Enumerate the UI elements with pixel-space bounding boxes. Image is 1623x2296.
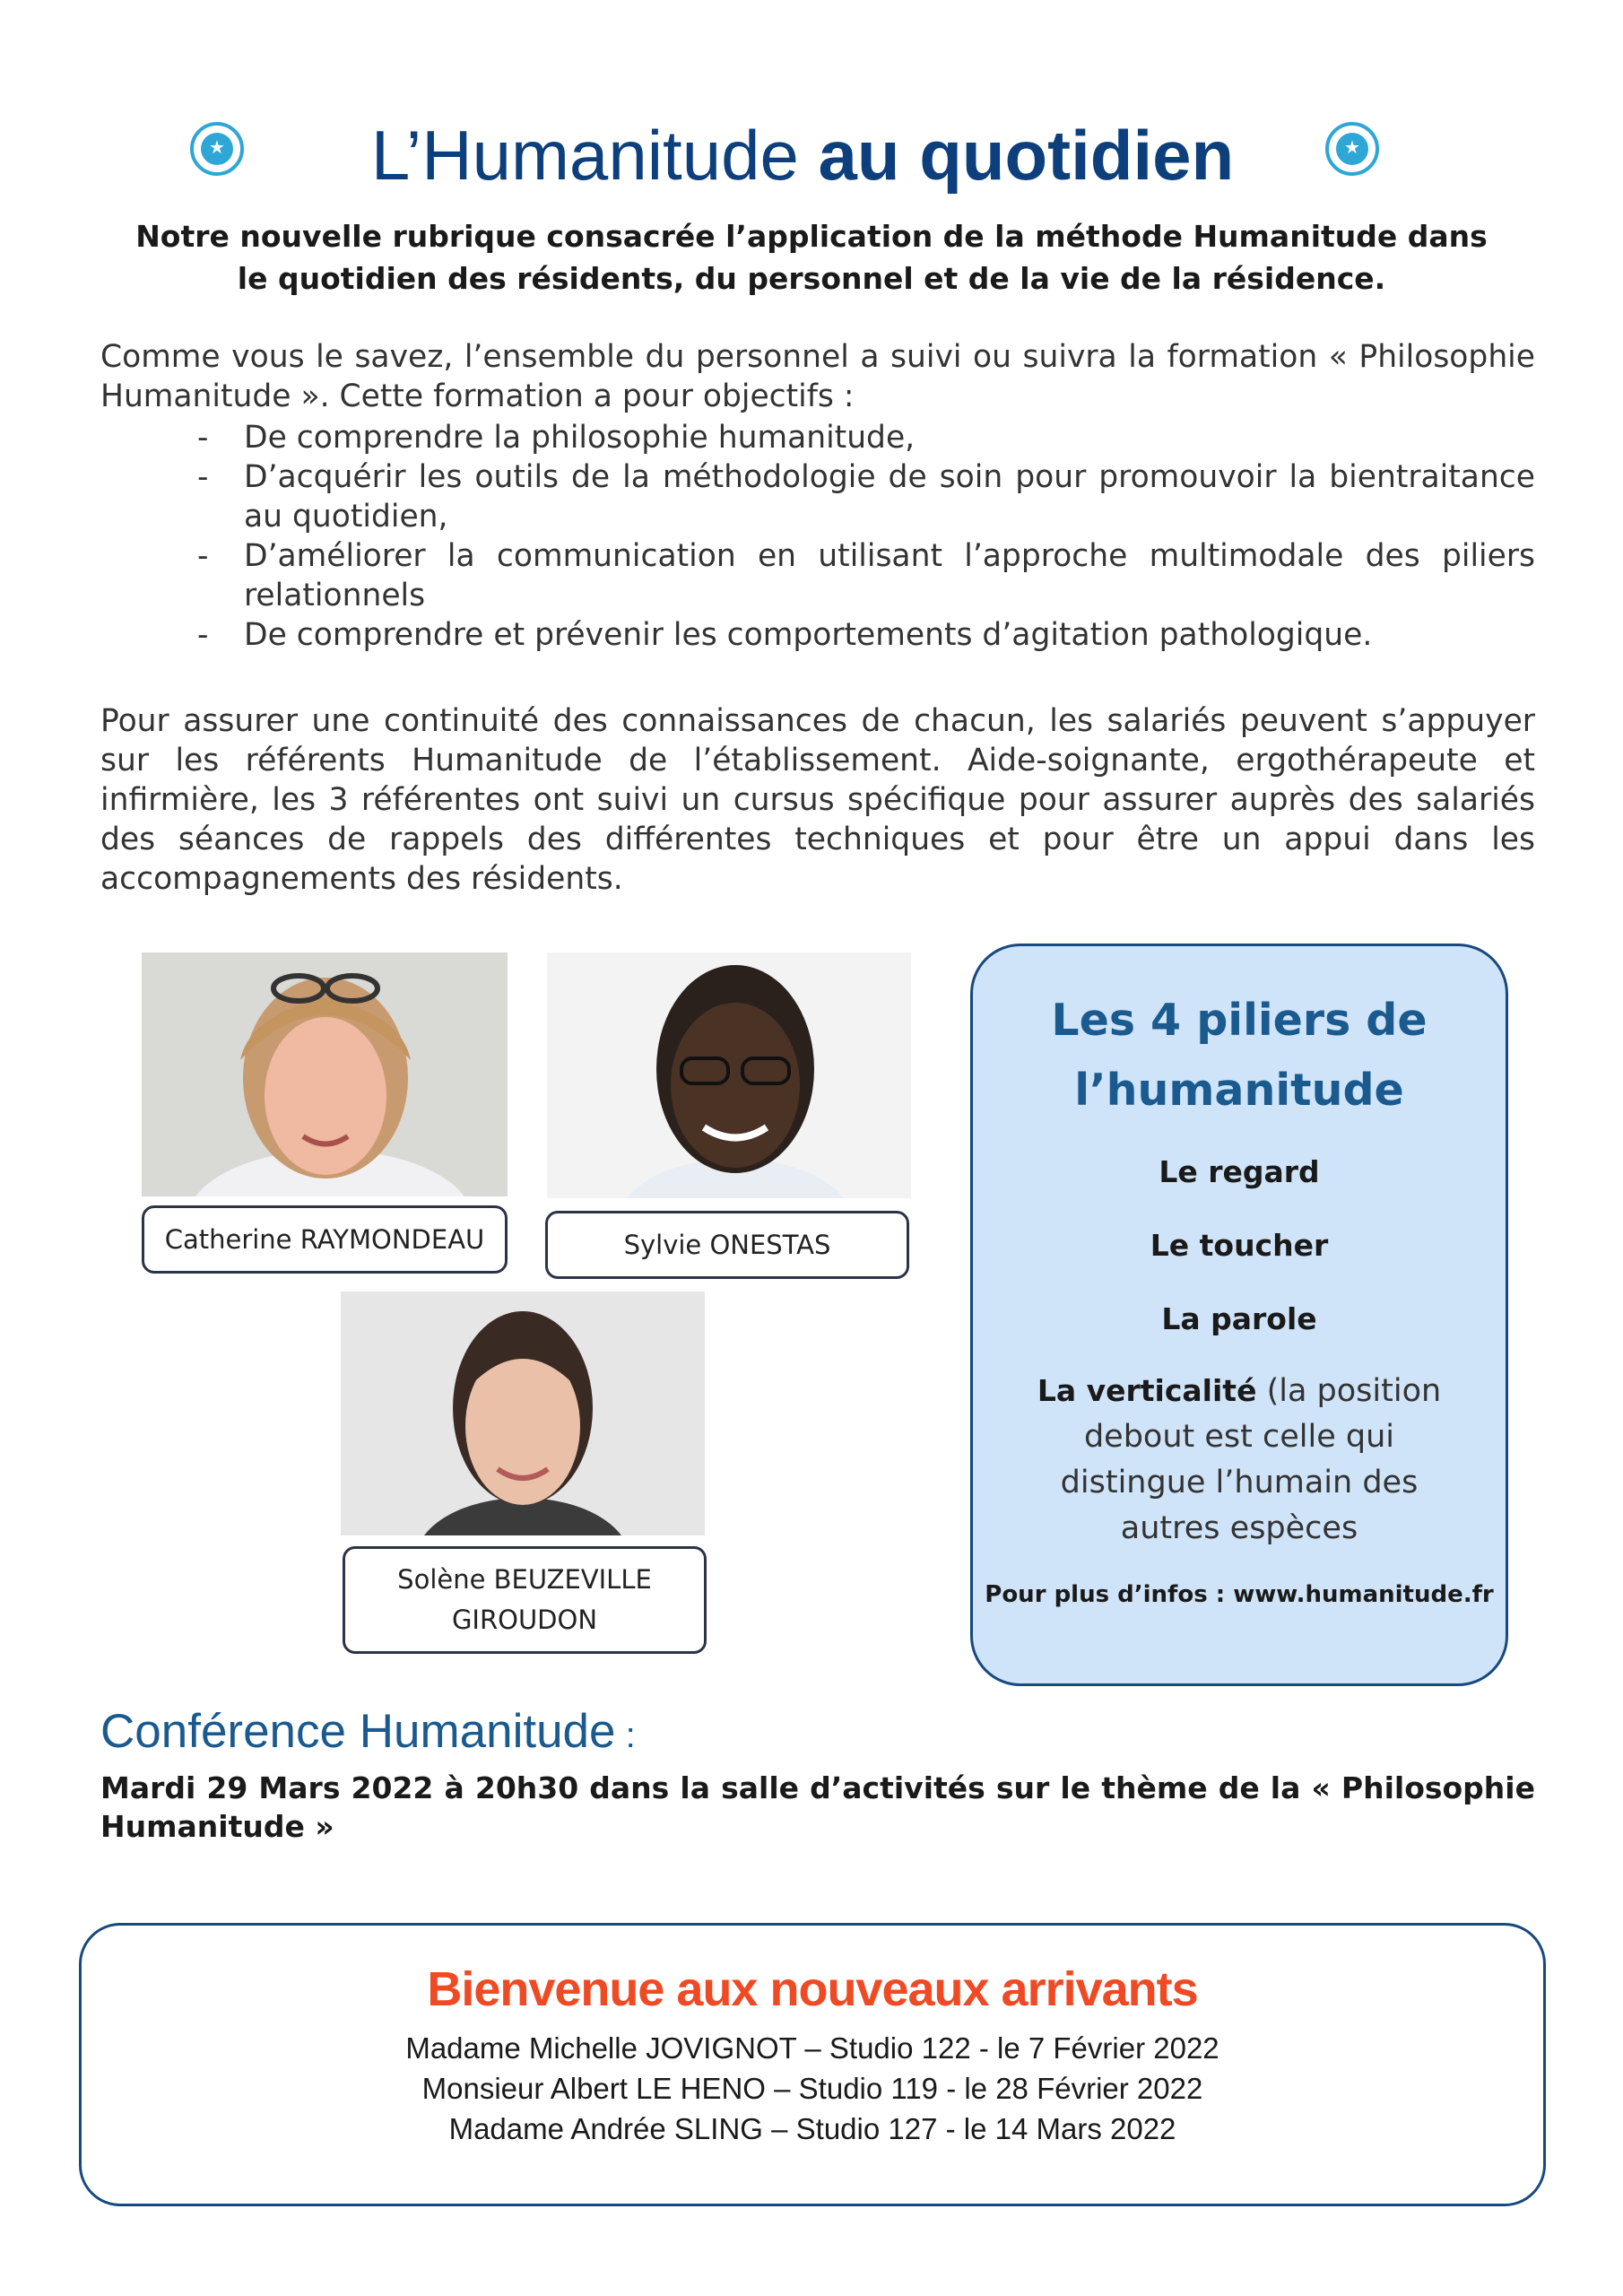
arrival-name: Madame Michelle JOVIGNOT <box>405 2031 797 2065</box>
more-info-link[interactable]: Pour plus d’infos : www.humanitude.fr <box>985 1581 1494 1608</box>
title-bold: au quotidien <box>818 116 1235 195</box>
paragraph-referents: Pour assurer une continuité des connaissances de chacun, les salariés peuvent s’appuyer sur les référents Humanitude de l’établissement. Aide-soignante, ergothérapeute et infirmière, les 3 référentes ont suivi un cursus spécifique pour assurer auprès des salariés des séances de rappels des différentes techniques et pour être un appui dans les accompagnements des résidents. <box>100 703 1535 897</box>
arrival-name: Monsieur Albert LE HENO <box>421 2072 766 2105</box>
list-item <box>82 2068 1543 2109</box>
conference-colon: : <box>615 1716 636 1755</box>
pillar-regard: Le regard <box>1159 1154 1320 1189</box>
list-item <box>100 418 1535 457</box>
bullet-dash: - <box>197 459 209 495</box>
arrival-details: – Studio 119 - le 28 Février 2022 <box>765 2072 1203 2105</box>
pillar-toucher: Le toucher <box>1150 1228 1329 1263</box>
arrival-name: Madame Andrée SLING <box>448 2112 763 2145</box>
list-item <box>82 2109 1543 2149</box>
namebox-sylvie <box>545 1211 909 1279</box>
page-title <box>296 106 1309 204</box>
objective-text: D’acquérir les outils de la méthodologie de soin pour promouvoir la bientraitance au quotidien, <box>244 459 1535 535</box>
objectives-list <box>100 418 1535 655</box>
pillars-title <box>973 986 1506 1126</box>
conference-title <box>100 1704 636 1759</box>
namebox-solene <box>343 1546 707 1654</box>
arrivals-list <box>82 2028 1543 2149</box>
arrival-details: – Studio 127 - le 14 Mars 2022 <box>762 2112 1176 2145</box>
paragraph-formation: Comme vous le savez, l’ensemble du personnel a suivi ou suivra la formation « Philosophie Humanitude ». Cette formation a pour objectifs : <box>100 339 1535 414</box>
title-regular: L’Humanitude <box>370 116 799 195</box>
objective-text: D’améliorer la communication en utilisant l’approche multimodale des piliers relationnels <box>244 538 1535 613</box>
conference-title-text: Conférence Humanitude <box>100 1705 616 1758</box>
photo-catherine-raymondeau <box>142 952 508 1196</box>
pillar-verticalite-text: (la position debout est celle qui distingue l’humain des autres espèces <box>1060 1373 1442 1546</box>
bullet-dash: - <box>197 538 209 574</box>
list-item <box>82 2028 1543 2068</box>
objective-text: De comprendre la philosophie humanitude, <box>244 420 916 456</box>
pillar-verticalite <box>1009 1368 1470 1552</box>
welcome-title: Bienvenue aux nouveaux arrivants <box>427 1962 1198 2016</box>
pillar-parole: La parole <box>1161 1301 1317 1336</box>
intro-text: Notre nouvelle rubrique consacrée l’application de la méthode Humanitude dans le quotidien des résidents, du personnel et de la vie de la résidence. <box>135 219 1488 296</box>
referent-name: Sylvie ONESTAS <box>623 1229 831 1260</box>
conference-text: Mardi 29 Mars 2022 à 20h30 dans la salle d’activités sur le thème de la « Philosophie Humanitude » <box>100 1770 1535 1844</box>
list-item <box>100 615 1535 655</box>
photo-solene-beuzeville <box>341 1292 705 1535</box>
bullet-dash: - <box>197 617 209 653</box>
objective-text: De comprendre et prévenir les comportements d’agitation pathologique. <box>244 617 1373 653</box>
referent-name: Catherine RAYMONDEAU <box>164 1223 485 1255</box>
humanitude-logo-icon: ★ <box>190 122 244 176</box>
referent-name-line2: GIROUDON <box>451 1605 598 1635</box>
bullet-dash: - <box>197 420 209 456</box>
photo-sylvie-onestas <box>547 952 911 1198</box>
namebox-catherine <box>142 1205 508 1274</box>
pillar-verticalite-label: La verticalité <box>1037 1373 1257 1408</box>
pillars-title-line2: l’humanitude <box>1074 1065 1404 1116</box>
referent-name-line1: Solène BEUZEVILLE <box>397 1564 652 1595</box>
arrival-details: – Studio 122 - le 7 Février 2022 <box>796 2031 1219 2065</box>
pillars-title-line1: Les 4 piliers de <box>1051 995 1428 1046</box>
welcome-box <box>79 1923 1546 2206</box>
list-item <box>100 536 1535 615</box>
humanitude-logo-icon: ★ <box>1325 122 1379 176</box>
list-item <box>100 457 1535 536</box>
pillars-box <box>970 944 1508 1686</box>
